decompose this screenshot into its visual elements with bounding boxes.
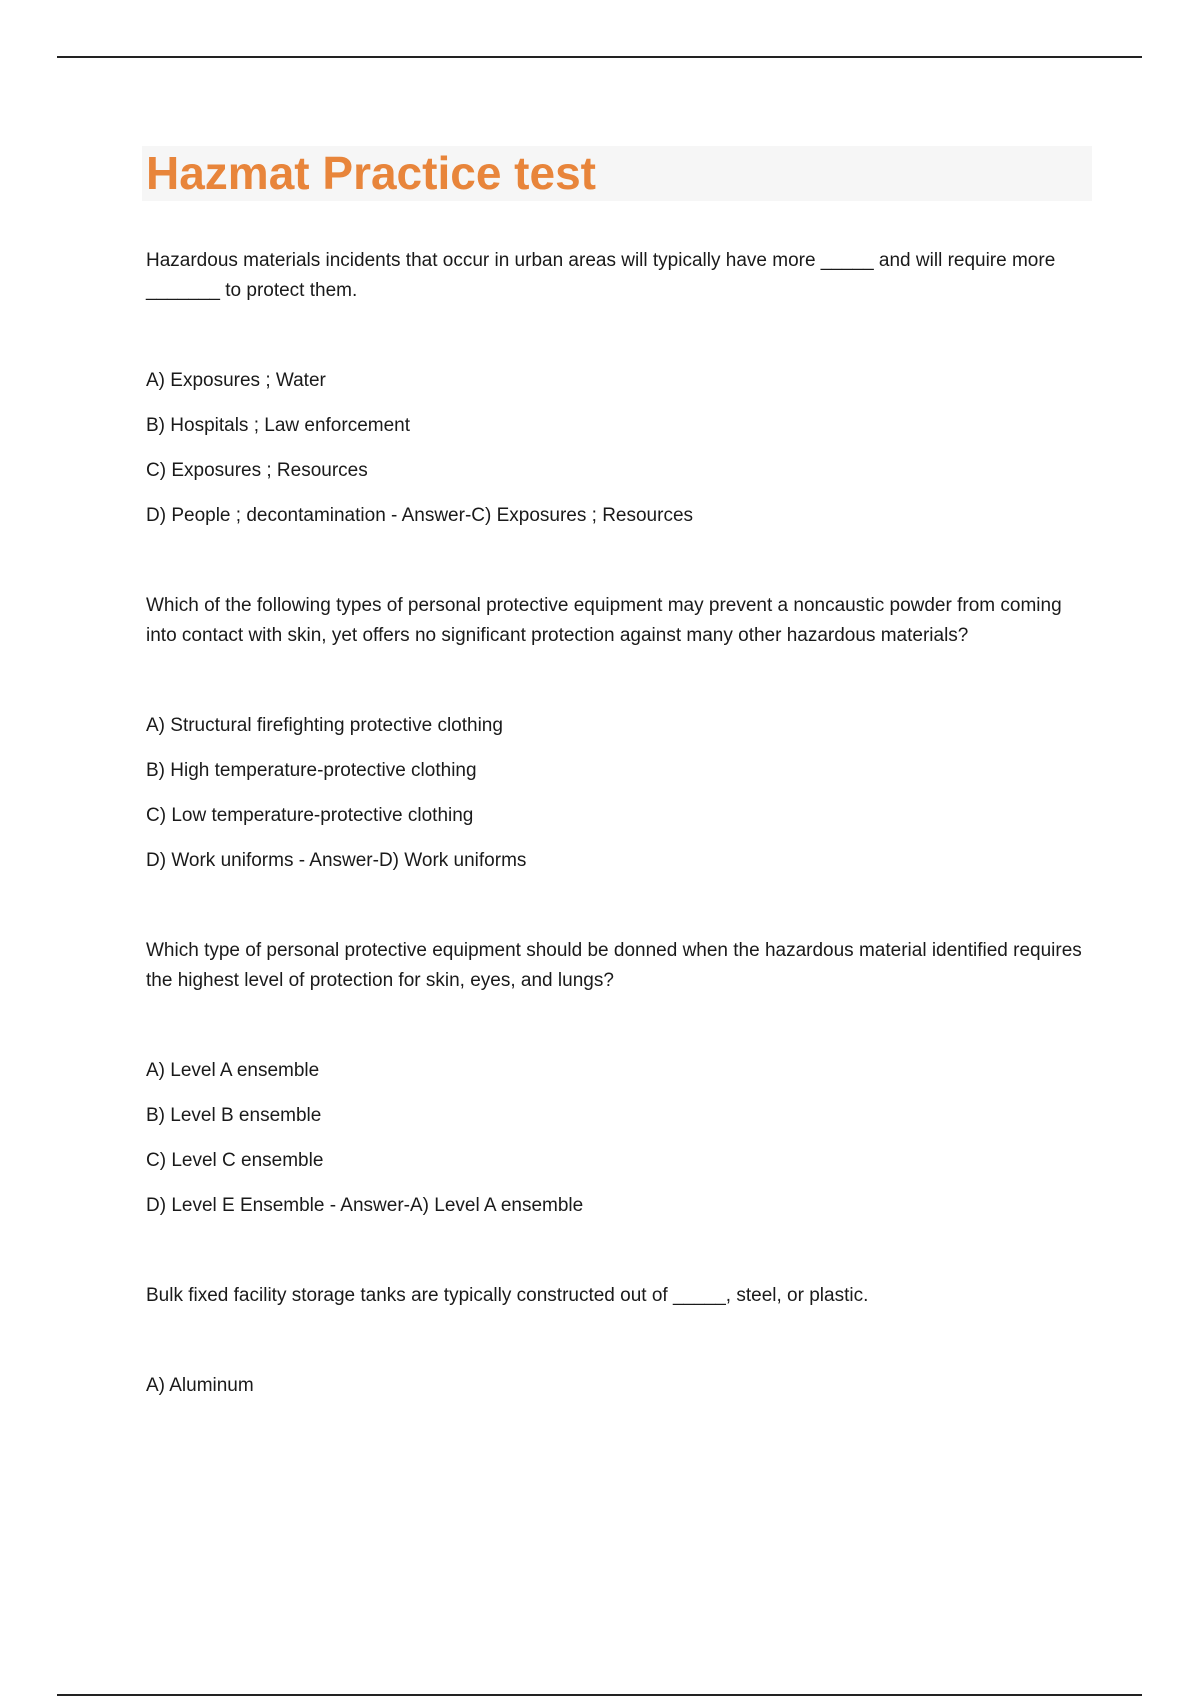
question-prompt: Hazardous materials incidents that occur in urban areas will typically have more _____ and will require more _______ to protect them.: [146, 250, 1056, 301]
question-block: [146, 1281, 1086, 1401]
answer-option: C) Level C ensemble: [146, 1150, 324, 1171]
answer-option: D) People ; decontamination - Answer-C) Exposures ; Resources: [146, 505, 694, 526]
answer-option: A) Aluminum: [146, 1375, 254, 1396]
answer-option: B) High temperature-protective clothing: [146, 760, 477, 781]
answer-option: A) Level A ensemble: [146, 1060, 320, 1081]
document-title: Hazmat Practice test: [146, 147, 596, 199]
answer-option: A) Structural firefighting protective clothing: [146, 715, 503, 736]
answer-option: B) Hospitals ; Law enforcement: [146, 415, 411, 436]
answer-option: D) Work uniforms - Answer-D) Work uniforms: [146, 850, 527, 871]
question-prompt: Which of the following types of personal protective equipment may prevent a noncaustic powder from coming into contact with skin, yet offers no significant protection against many other hazardous materials?: [146, 595, 1062, 646]
answer-option: C) Exposures ; Resources: [146, 460, 368, 481]
question-block: [146, 936, 1086, 1221]
question-block: [146, 246, 1086, 531]
footer-rule: [57, 1694, 1142, 1696]
question-prompt: Which type of personal protective equipment should be donned when the hazardous material identified requires the highest level of protection for skin, eyes, and lungs?: [146, 940, 1082, 991]
answer-option: D) Level E Ensemble - Answer-A) Level A ensemble: [146, 1195, 584, 1216]
question-block: [146, 591, 1086, 876]
answer-option: C) Low temperature-protective clothing: [146, 805, 474, 826]
question-list: [146, 246, 1086, 1416]
question-prompt: Bulk fixed facility storage tanks are typically constructed out of _____, steel, or plastic.: [146, 1285, 869, 1306]
answer-option: A) Exposures ; Water: [146, 370, 326, 391]
header-rule: [57, 56, 1142, 58]
answer-option: B) Level B ensemble: [146, 1105, 322, 1126]
